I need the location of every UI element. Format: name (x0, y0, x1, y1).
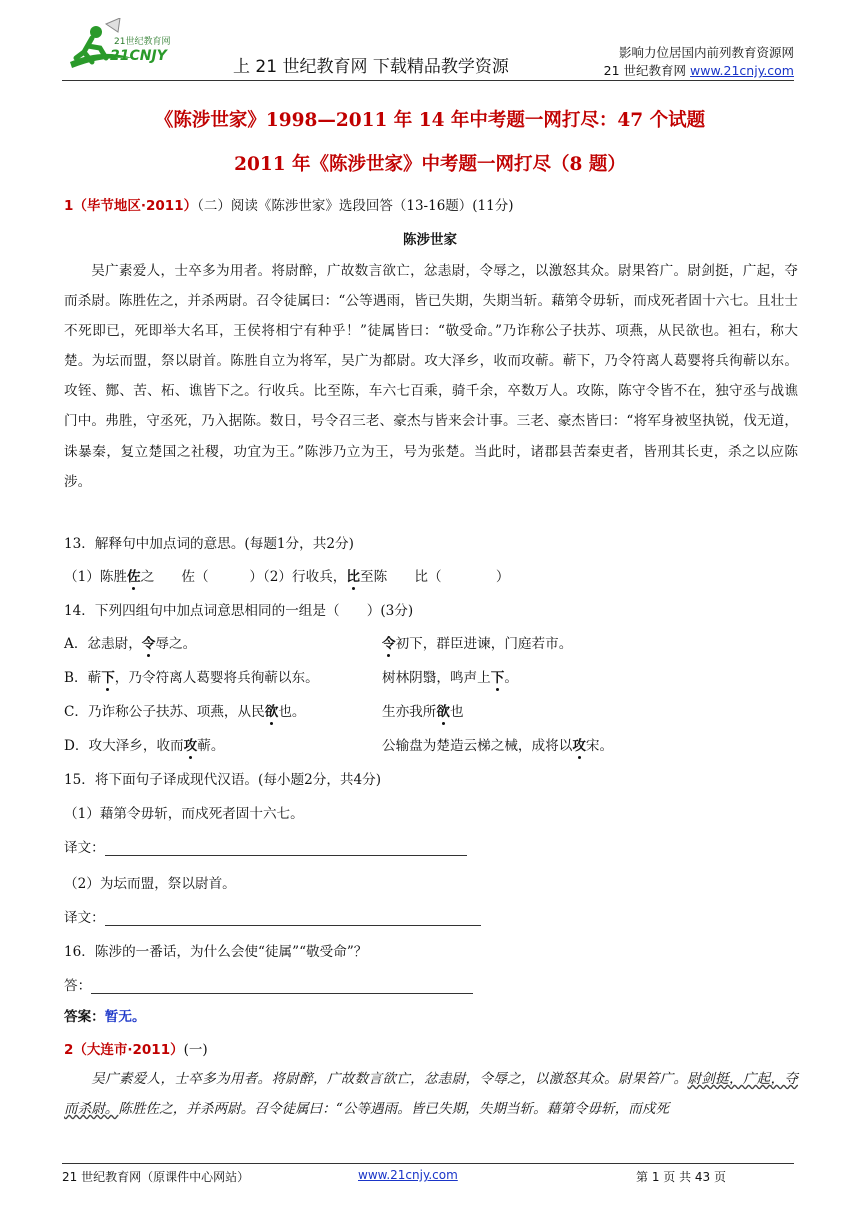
q14-option-c-left (64, 700, 306, 720)
q14-option-a-right (382, 632, 572, 652)
answer-blank[interactable] (105, 841, 467, 856)
q14-option-b-left (64, 666, 319, 686)
opt-dot-word: 令 (382, 636, 396, 652)
q2-passage (64, 1064, 798, 1124)
header-divider (62, 80, 794, 81)
opt-text: 。 (504, 670, 518, 686)
q15-item1: （1）藉第令毋斩，而戍死者固十六七。 (64, 806, 304, 822)
answer-blank[interactable] (91, 979, 473, 994)
opt-text: B．蕲 (64, 670, 102, 686)
site-logo (62, 18, 182, 78)
opt-text: 宋。 (585, 738, 614, 754)
answer-value: 暂无。 (104, 1009, 146, 1025)
q2-passage-pre: 吴广素爱人，士卒多为用者。将尉醉，广故数言欲亡，忿恚尉，令辱之，以激怒其众。尉果笞广。 (91, 1071, 688, 1087)
passage-title: 陈涉世家 (403, 232, 457, 248)
q13b-post: 至陈 比（ ） (359, 569, 510, 585)
q14-option-d-left (64, 734, 224, 754)
answer-label: 答案： (64, 1009, 105, 1025)
opt-dot-word: 攻 (183, 738, 198, 754)
opt-dot-word: 令 (141, 636, 156, 652)
header-right-line1: 影响力位居国内前列教育资源网 (618, 45, 794, 60)
logo-text: 21世纪教育网 (114, 37, 171, 47)
q13a-pre: （1）陈胜 (64, 569, 128, 585)
q2-passage-post: 陈胜佐之，并杀两尉。召令徒属曰：“公等遇雨。皆已失期，失期当斩。藉第令毋斩，而戍死 (118, 1101, 670, 1118)
q14-option-c-right (382, 700, 464, 720)
opt-dot-word: 攻 (572, 738, 586, 754)
opt-text: ，乃令符离人葛婴将兵徇蕲以东。 (114, 670, 319, 686)
q15-answer2 (64, 906, 481, 926)
da-label: 答： (64, 978, 92, 994)
q13a-post: 之 佐（ ） (140, 569, 263, 585)
yiwen-label: 译文： (64, 910, 105, 926)
opt-dot-word: 下 (490, 670, 505, 686)
footer-page-number: 第 1 页 共 43 页 (636, 1170, 726, 1184)
header-right (604, 44, 794, 80)
q14-prompt: 14．下列四组句中加点词意思相同的一组是（ ）(3分) (64, 603, 414, 619)
opt-text: 蕲。 (197, 738, 225, 754)
main-title: 《陈涉世家》1998—2011 年 14 年中考题一网打尽：47 个试题 (154, 110, 706, 131)
opt-text: C．乃诈称公子扶苏、项燕，从民 (64, 704, 265, 720)
opt-text: 也 (449, 704, 464, 720)
answer-blank[interactable] (105, 911, 481, 926)
yiwen-label: 译文： (64, 840, 105, 856)
q13b-dot-word: 比 (346, 569, 360, 585)
q13-items (64, 565, 510, 585)
q15-answer1 (64, 836, 467, 856)
q16-prompt: 16．陈涉的一番话，为什么会使“徒属”“敬受命”？ (64, 944, 368, 960)
q1-label: 1（毕节地区·2011） (64, 198, 198, 214)
header-right-line2 (604, 62, 794, 80)
q2-intro: (一) (183, 1042, 208, 1058)
q15-prompt: 15．将下面句子译成现代汉语。(每小题2分，共4分) (64, 772, 382, 788)
opt-text: A．忿恚尉， (64, 636, 142, 652)
opt-dot-word: 欲 (436, 704, 450, 720)
passage-text: 吴广素爱人，士卒多为用者。将尉醉，广故数言欲亡，忿恚尉，令辱之，以激怒其众。尉果笞广。尉剑挺，广起，夺而杀尉。陈胜佐之，并杀两尉。召令徒属曰：“公等遇雨，皆已失期，失期当斩。藉第令毋斩，而戍死者固十六七。且壮士不死即已，死即举大名耳，王侯将相宁有种乎！”徒属皆曰：“敬受命。”乃诈称公子扶苏、项燕，从民欲也。袒右，称大楚。为坛而盟，祭以尉首。陈胜自立为将军，吴广为都尉。攻大泽乡，收而攻蕲。蕲下，乃令符离人葛婴将兵徇蕲以东。攻铚、酂、苦、柘、谯皆下之。行收兵。比至陈，车六七百乘，骑千余，卒数万人。攻陈，陈守令皆不在，独守丞与战谯门中。弗胜，守丞死，乃入据陈。数日，号令召三老、豪杰与皆来会计事。三老、豪杰皆曰：“将军身被坚执锐，伐无道，诛暴秦，复立楚国之社稷，功宜为王。”陈涉乃立为王，号为张楚。当此时，诸郡县苦秦吏者，皆刑其长吏，杀之以应陈涉。 (64, 263, 798, 490)
q15-item2: （2）为坛而盟，祭以尉首。 (64, 876, 236, 892)
opt-text: 也。 (278, 704, 306, 720)
opt-dot-word: 下 (101, 670, 115, 686)
sub-title: 2011 年《陈涉世家》中考题一网打尽（8 题） (234, 154, 626, 175)
header-right-prefix: 21 世纪教育网 (603, 63, 691, 78)
opt-text: 公输盘为楚造云梯之械，成将以 (382, 738, 573, 754)
footer-divider (62, 1163, 794, 1164)
opt-dot-word: 欲 (264, 704, 279, 720)
q2-label: 2（大连市·2011） (64, 1042, 184, 1058)
q2-heading (64, 1038, 208, 1058)
q14-option-d-right (382, 734, 613, 754)
footer-url-link[interactable]: www.21cnjy.com (358, 1168, 458, 1182)
q1-heading (64, 194, 514, 214)
q13b-pre: （2）行收兵， (262, 569, 347, 585)
q16-answer (64, 974, 473, 994)
q14-option-a-left (64, 632, 196, 652)
q2-passage-wavy: 尉剑挺，广起，夺而杀尉。 (64, 1071, 799, 1118)
opt-text: D．攻大泽乡，收而 (64, 738, 184, 754)
header-slogan: 上 21 世纪教育网 下载精品教学资源 (233, 57, 509, 77)
q1-answer (64, 1005, 146, 1025)
opt-text: 辱之。 (155, 636, 197, 652)
opt-text: 生亦我所 (382, 704, 437, 720)
opt-text: 初下，群臣进谏，门庭若市。 (395, 636, 573, 652)
q1-intro: （二）阅读《陈涉世家》选段回答（13-16题）(11分) (197, 198, 514, 214)
q13-prompt: 13．解释句中加点词的意思。(每题1分，共2分) (64, 536, 354, 552)
logo-sub: 21CNJY (110, 48, 167, 64)
opt-text: 树林阴翳，鸣声上 (382, 670, 491, 686)
footer-left: 21 世纪教育网（原课件中心网站） (62, 1170, 250, 1184)
q14-option-b-right (382, 666, 518, 686)
header-url-link[interactable]: www.21cnjy.com (690, 63, 794, 78)
q13a-dot-word: 佐 (127, 569, 141, 585)
